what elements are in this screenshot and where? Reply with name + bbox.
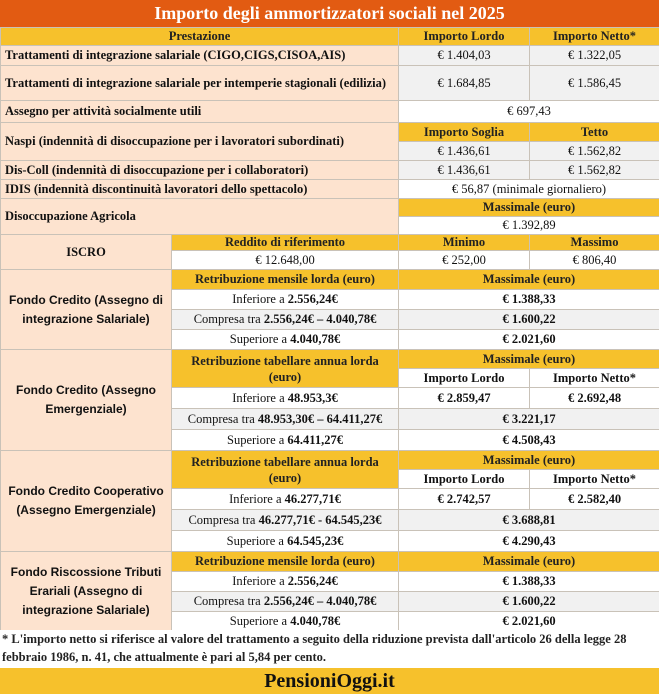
row-netto: € 1.322,05 [530, 46, 659, 66]
massimale-value: € 1.388,33 [399, 290, 659, 310]
row-label: Dis-Coll (indennità di disoccupazione per i collaboratori) [1, 161, 399, 180]
range-prefix: Inferiore a [232, 574, 288, 588]
header-retribuzione: Retribuzione tabellare annua lorda (euro) [172, 350, 399, 388]
header-massimo: Massimo [530, 235, 659, 251]
lordo-value: € 2.859,47 [399, 388, 530, 409]
range-prefix: Superiore a [226, 533, 288, 548]
range-amount: 48.953,30€ – 64.411,27€ [257, 411, 383, 426]
header-soglia: Importo Soglia [399, 123, 530, 142]
range-cell [172, 310, 399, 330]
lordo-value: € 2.742,57 [399, 489, 530, 510]
massimale-value: € 4.508,43 [399, 430, 659, 451]
range-prefix: Compresa tra [187, 411, 258, 426]
fondo-label: Fondo Credito Cooperativo (Assegno Emergenziale) [1, 451, 172, 552]
massimale-value: € 2.021,60 [399, 612, 659, 632]
range-amount: 2.556,24€ – 4.040,78€ [263, 594, 377, 608]
iscro-massimo: € 806,40 [530, 251, 659, 270]
range-prefix: Compresa tra [193, 312, 264, 326]
header-massimale: Massimale (euro) [399, 270, 659, 290]
row-lordo: € 1.404,03 [399, 46, 530, 66]
table-row [1, 235, 659, 251]
range-prefix: Compresa tra [188, 512, 259, 527]
table-row [1, 66, 659, 101]
range-cell [172, 409, 399, 430]
range-amount: 64.411,27€ [287, 432, 343, 447]
range-cell [172, 388, 399, 409]
row-label: IDIS (indennità discontinuità lavoratori dello spettacolo) [1, 180, 399, 199]
range-cell [172, 330, 399, 350]
header-massimale: Massimale (euro) [399, 350, 659, 369]
header-minimo: Minimo [399, 235, 530, 251]
table-row [1, 180, 659, 199]
range-cell [172, 290, 399, 310]
fondo-label: Fondo Credito (Assegno Emergenziale) [1, 350, 172, 451]
fondo-label: Fondo Credito (Assegno di integrazione Salariale) [1, 270, 172, 350]
netto-value: € 2.582,40 [530, 489, 659, 510]
page-title: Importo degli ammortizzatori sociali nel 2025 [0, 0, 659, 27]
table-row [1, 451, 659, 470]
benefits-table [0, 27, 659, 632]
range-cell [172, 612, 399, 632]
range-amount: 46.277,71€ [284, 491, 341, 506]
range-prefix: Inferiore a [232, 390, 288, 405]
table-row [1, 199, 659, 217]
row-label: Naspi (indennità di disoccupazione per i lavoratori subordinati) [1, 123, 399, 161]
range-prefix: Superiore a [229, 332, 291, 346]
header-massimale: Massimale (euro) [399, 451, 659, 470]
table-row [1, 123, 659, 142]
massimale-value: € 3.688,81 [399, 510, 659, 531]
table-row [1, 101, 659, 123]
header-retribuzione: Retribuzione mensile lorda (euro) [172, 270, 399, 290]
range-prefix: Superiore a [229, 614, 291, 628]
header-tetto: Tetto [530, 123, 659, 142]
netto-value: € 2.692,48 [530, 388, 659, 409]
range-cell [172, 572, 399, 592]
table-row [1, 161, 659, 180]
range-prefix: Superiore a [227, 432, 288, 447]
row-label: Assegno per attività socialmente utili [1, 101, 399, 123]
row-label: Trattamenti di integrazione salariale per intemperie stagionali (edilizia) [1, 66, 399, 101]
range-amount: 48.953,3€ [287, 390, 338, 405]
header-massimale: Massimale (euro) [399, 199, 659, 217]
range-amount: 2.556,24€ [287, 292, 338, 306]
range-prefix: Inferiore a [229, 491, 285, 506]
massimale-value: € 2.021,60 [399, 330, 659, 350]
footnote: * L'importo netto si riferisce al valore del trattamento a seguito della riduzione prevista dall'articolo 26 della legge 28 febbraio 1986, n. 41, che attualmente è pari al 5,84 per cento. [0, 630, 659, 668]
massimale-value: € 1.388,33 [399, 572, 659, 592]
massimale-value: € 1.600,22 [399, 592, 659, 612]
table-row [1, 350, 659, 369]
massimale-value: € 3.221,17 [399, 409, 659, 430]
range-prefix: Inferiore a [232, 292, 288, 306]
discoll-soglia: € 1.436,61 [399, 161, 530, 180]
range-amount: 64.545,23€ [287, 533, 344, 548]
header-lordo: Importo Lordo [399, 369, 530, 388]
row-value: € 1.392,89 [399, 217, 659, 235]
header-netto: Importo Netto* [530, 369, 659, 388]
table-row [1, 46, 659, 66]
brand-footer: PensioniOggi.it [0, 668, 659, 694]
range-amount: 46.277,71€ - 64.545,23€ [258, 512, 382, 527]
row-label: ISCRO [1, 235, 172, 270]
naspi-soglia: € 1.436,61 [399, 142, 530, 161]
header-massimale: Massimale (euro) [399, 552, 659, 572]
row-netto: € 1.586,45 [530, 66, 659, 101]
table-row [1, 552, 659, 572]
iscro-reddito: € 12.648,00 [172, 251, 399, 270]
row-value: € 56,87 (minimale giornaliero) [399, 180, 659, 199]
range-amount: 4.040,78€ [290, 614, 341, 628]
range-amount: 2.556,24€ – 4.040,78€ [263, 312, 377, 326]
fondo-label: Fondo Riscossione Tributi Erariali (Assegno di integrazione Salariale) [1, 552, 172, 632]
header-reddito: Reddito di riferimento [172, 235, 399, 251]
header-lordo: Importo Lordo [399, 28, 530, 46]
range-prefix: Compresa tra [193, 594, 264, 608]
range-cell [172, 510, 399, 531]
row-value: € 697,43 [399, 101, 659, 123]
naspi-tetto: € 1.562,82 [530, 142, 659, 161]
massimale-value: € 1.600,22 [399, 310, 659, 330]
discoll-tetto: € 1.562,82 [530, 161, 659, 180]
range-cell [172, 489, 399, 510]
iscro-minimo: € 252,00 [399, 251, 530, 270]
header-prestazione: Prestazione [1, 28, 399, 46]
range-cell [172, 592, 399, 612]
range-cell [172, 531, 399, 552]
table-row [1, 270, 659, 290]
row-lordo: € 1.684,85 [399, 66, 530, 101]
range-amount: 2.556,24€ [287, 574, 338, 588]
table-header-row [1, 28, 659, 46]
range-amount: 4.040,78€ [290, 332, 341, 346]
header-lordo: Importo Lordo [399, 470, 530, 489]
row-label: Trattamenti di integrazione salariale (CIGO,CIGS,CISOA,AIS) [1, 46, 399, 66]
range-cell [172, 430, 399, 451]
header-retribuzione: Retribuzione mensile lorda (euro) [172, 552, 399, 572]
header-retribuzione: Retribuzione tabellare annua lorda (euro) [172, 451, 399, 489]
massimale-value: € 4.290,43 [399, 531, 659, 552]
header-netto: Importo Netto* [530, 28, 659, 46]
row-label: Disoccupazione Agricola [1, 199, 399, 235]
header-netto: Importo Netto* [530, 470, 659, 489]
